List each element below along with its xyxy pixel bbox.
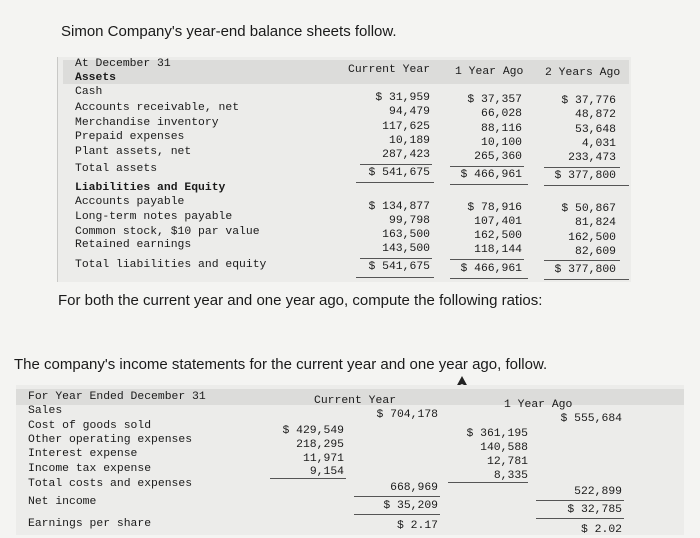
total-costs-current: 668,969 — [390, 482, 438, 494]
bs-cell: 163,500 — [382, 229, 430, 241]
bs-cell: 82,609 — [574, 246, 616, 258]
ratios-instruction: For both the current year and one year ago, compute the following ratios: — [58, 292, 543, 309]
bs-cell: 99,798 — [388, 215, 430, 227]
bs-cell-total: $ 377,800 — [554, 264, 616, 276]
bs-cell: 162,500 — [568, 232, 616, 244]
bs-cell: $ 78,916 — [467, 202, 522, 214]
bs-cell-total: $ 466,961 — [460, 263, 522, 275]
is-row-label: Cost of goods sold — [28, 420, 152, 432]
bs-cell: 10,189 — [388, 135, 430, 147]
bs-cell: 4,031 — [581, 138, 616, 150]
bs-row-label: Common stock, $10 par value — [75, 226, 260, 238]
bs-rule — [360, 164, 432, 165]
is-rule — [536, 500, 624, 501]
bs-header-label: At December 31 — [75, 58, 171, 70]
intro-text: Simon Company's year-end balance sheets follow. — [61, 23, 397, 40]
is-row-label: Interest expense — [28, 448, 138, 460]
income-intro-text: The company's income statements for the current year and one year ago, follow. — [14, 356, 548, 373]
total-liabilities-label: Total liabilities and equity — [75, 259, 267, 271]
is-rule — [270, 478, 346, 479]
bs-cell: 81,824 — [574, 217, 616, 229]
eps-prev: $ 2.02 — [580, 524, 622, 536]
is-row-label: Other operating expenses — [28, 434, 193, 446]
is-header-label: For Year Ended December 31 — [28, 391, 206, 403]
is-cell: 218,295 — [296, 439, 344, 451]
is-cell: 12,781 — [486, 456, 528, 468]
eps-label: Earnings per share — [28, 518, 152, 530]
total-assets-label: Total assets — [75, 163, 158, 175]
bs-cell: 107,401 — [474, 216, 522, 228]
is-cell: 140,588 — [480, 442, 528, 454]
bs-rule — [450, 278, 528, 279]
bs-rule — [450, 166, 524, 167]
bs-cell: 143,500 — [382, 243, 430, 255]
bs-row-label: Retained earnings — [75, 239, 192, 251]
liabilities-heading: Liabilities and Equity — [75, 182, 226, 194]
bs-row-label: Accounts payable — [75, 196, 185, 208]
bs-row-label: Cash — [75, 86, 103, 98]
sales-label: Sales — [28, 405, 63, 417]
bs-cell: 233,473 — [568, 152, 616, 164]
is-cell: $ 361,195 — [466, 428, 528, 440]
bs-row-label: Prepaid expenses — [75, 131, 185, 143]
is-cell: 8,335 — [493, 470, 528, 482]
is-rule — [536, 518, 624, 519]
bs-cell: 94,479 — [388, 106, 430, 118]
is-cell: 9,154 — [309, 466, 344, 478]
bs-rule — [544, 260, 620, 261]
bs-rule — [544, 167, 620, 168]
total-costs-prev: 522,899 — [574, 486, 622, 498]
bs-cell: 88,116 — [480, 123, 522, 135]
bs-cell: 162,500 — [474, 230, 522, 242]
bs-cell: 117,625 — [382, 121, 430, 133]
bs-col-one-year-ago: 1 Year Ago — [455, 66, 524, 78]
is-rule — [354, 514, 440, 515]
bs-rule — [450, 259, 524, 260]
is-col-current-year: Current Year — [314, 395, 397, 407]
bs-col-current-year: Current Year — [348, 64, 431, 76]
bs-cell: 48,872 — [574, 109, 616, 121]
bs-rule — [356, 182, 434, 183]
is-cell: $ 429,549 — [282, 425, 344, 437]
bs-cell-total: $ 377,800 — [554, 170, 616, 182]
bs-rule — [356, 277, 434, 278]
bs-col-two-years-ago: 2 Years Ago — [545, 67, 621, 79]
is-rule — [448, 482, 528, 483]
bs-cell: $ 50,867 — [561, 203, 616, 215]
bs-rule — [360, 258, 432, 259]
bs-cell: $ 37,776 — [561, 95, 616, 107]
bs-rule — [544, 185, 629, 186]
bs-cell: $ 37,357 — [467, 94, 522, 106]
bs-rule — [450, 184, 528, 185]
sales-prev: $ 555,684 — [560, 413, 622, 425]
bs-row-label: Merchandise inventory — [75, 117, 219, 129]
total-costs-label: Total costs and expenses — [28, 478, 193, 490]
is-cell: 11,971 — [302, 453, 344, 465]
bs-cell-total: $ 466,961 — [460, 169, 522, 181]
bs-cell-total: $ 541,675 — [368, 261, 430, 273]
bs-cell: 287,423 — [382, 149, 430, 161]
bs-cell: 10,100 — [480, 137, 522, 149]
net-income-current: $ 35,209 — [383, 500, 438, 512]
is-rule — [354, 496, 440, 497]
bs-cell: 53,648 — [574, 124, 616, 136]
bs-cell-total: $ 541,675 — [368, 167, 430, 179]
net-income-label: Net income — [28, 496, 97, 508]
bs-cell: $ 31,959 — [375, 92, 430, 104]
bs-cell: 265,360 — [474, 151, 522, 163]
bs-row-label: Plant assets, net — [75, 146, 192, 158]
net-income-prev: $ 32,785 — [567, 504, 622, 516]
bs-row-label: Accounts receivable, net — [75, 102, 240, 114]
bs-cell: 118,144 — [474, 244, 522, 256]
bs-rule — [544, 279, 629, 280]
bs-cell: 66,028 — [480, 108, 522, 120]
bs-row-label: Long-term notes payable — [75, 211, 233, 223]
bs-cell: $ 134,877 — [368, 201, 430, 213]
assets-heading: Assets — [75, 72, 117, 84]
is-col-one-year-ago: 1 Year Ago — [504, 399, 573, 411]
is-row-label: Income tax expense — [28, 463, 152, 475]
sales-current: $ 704,178 — [376, 409, 438, 421]
eps-current: $ 2.17 — [396, 520, 438, 532]
